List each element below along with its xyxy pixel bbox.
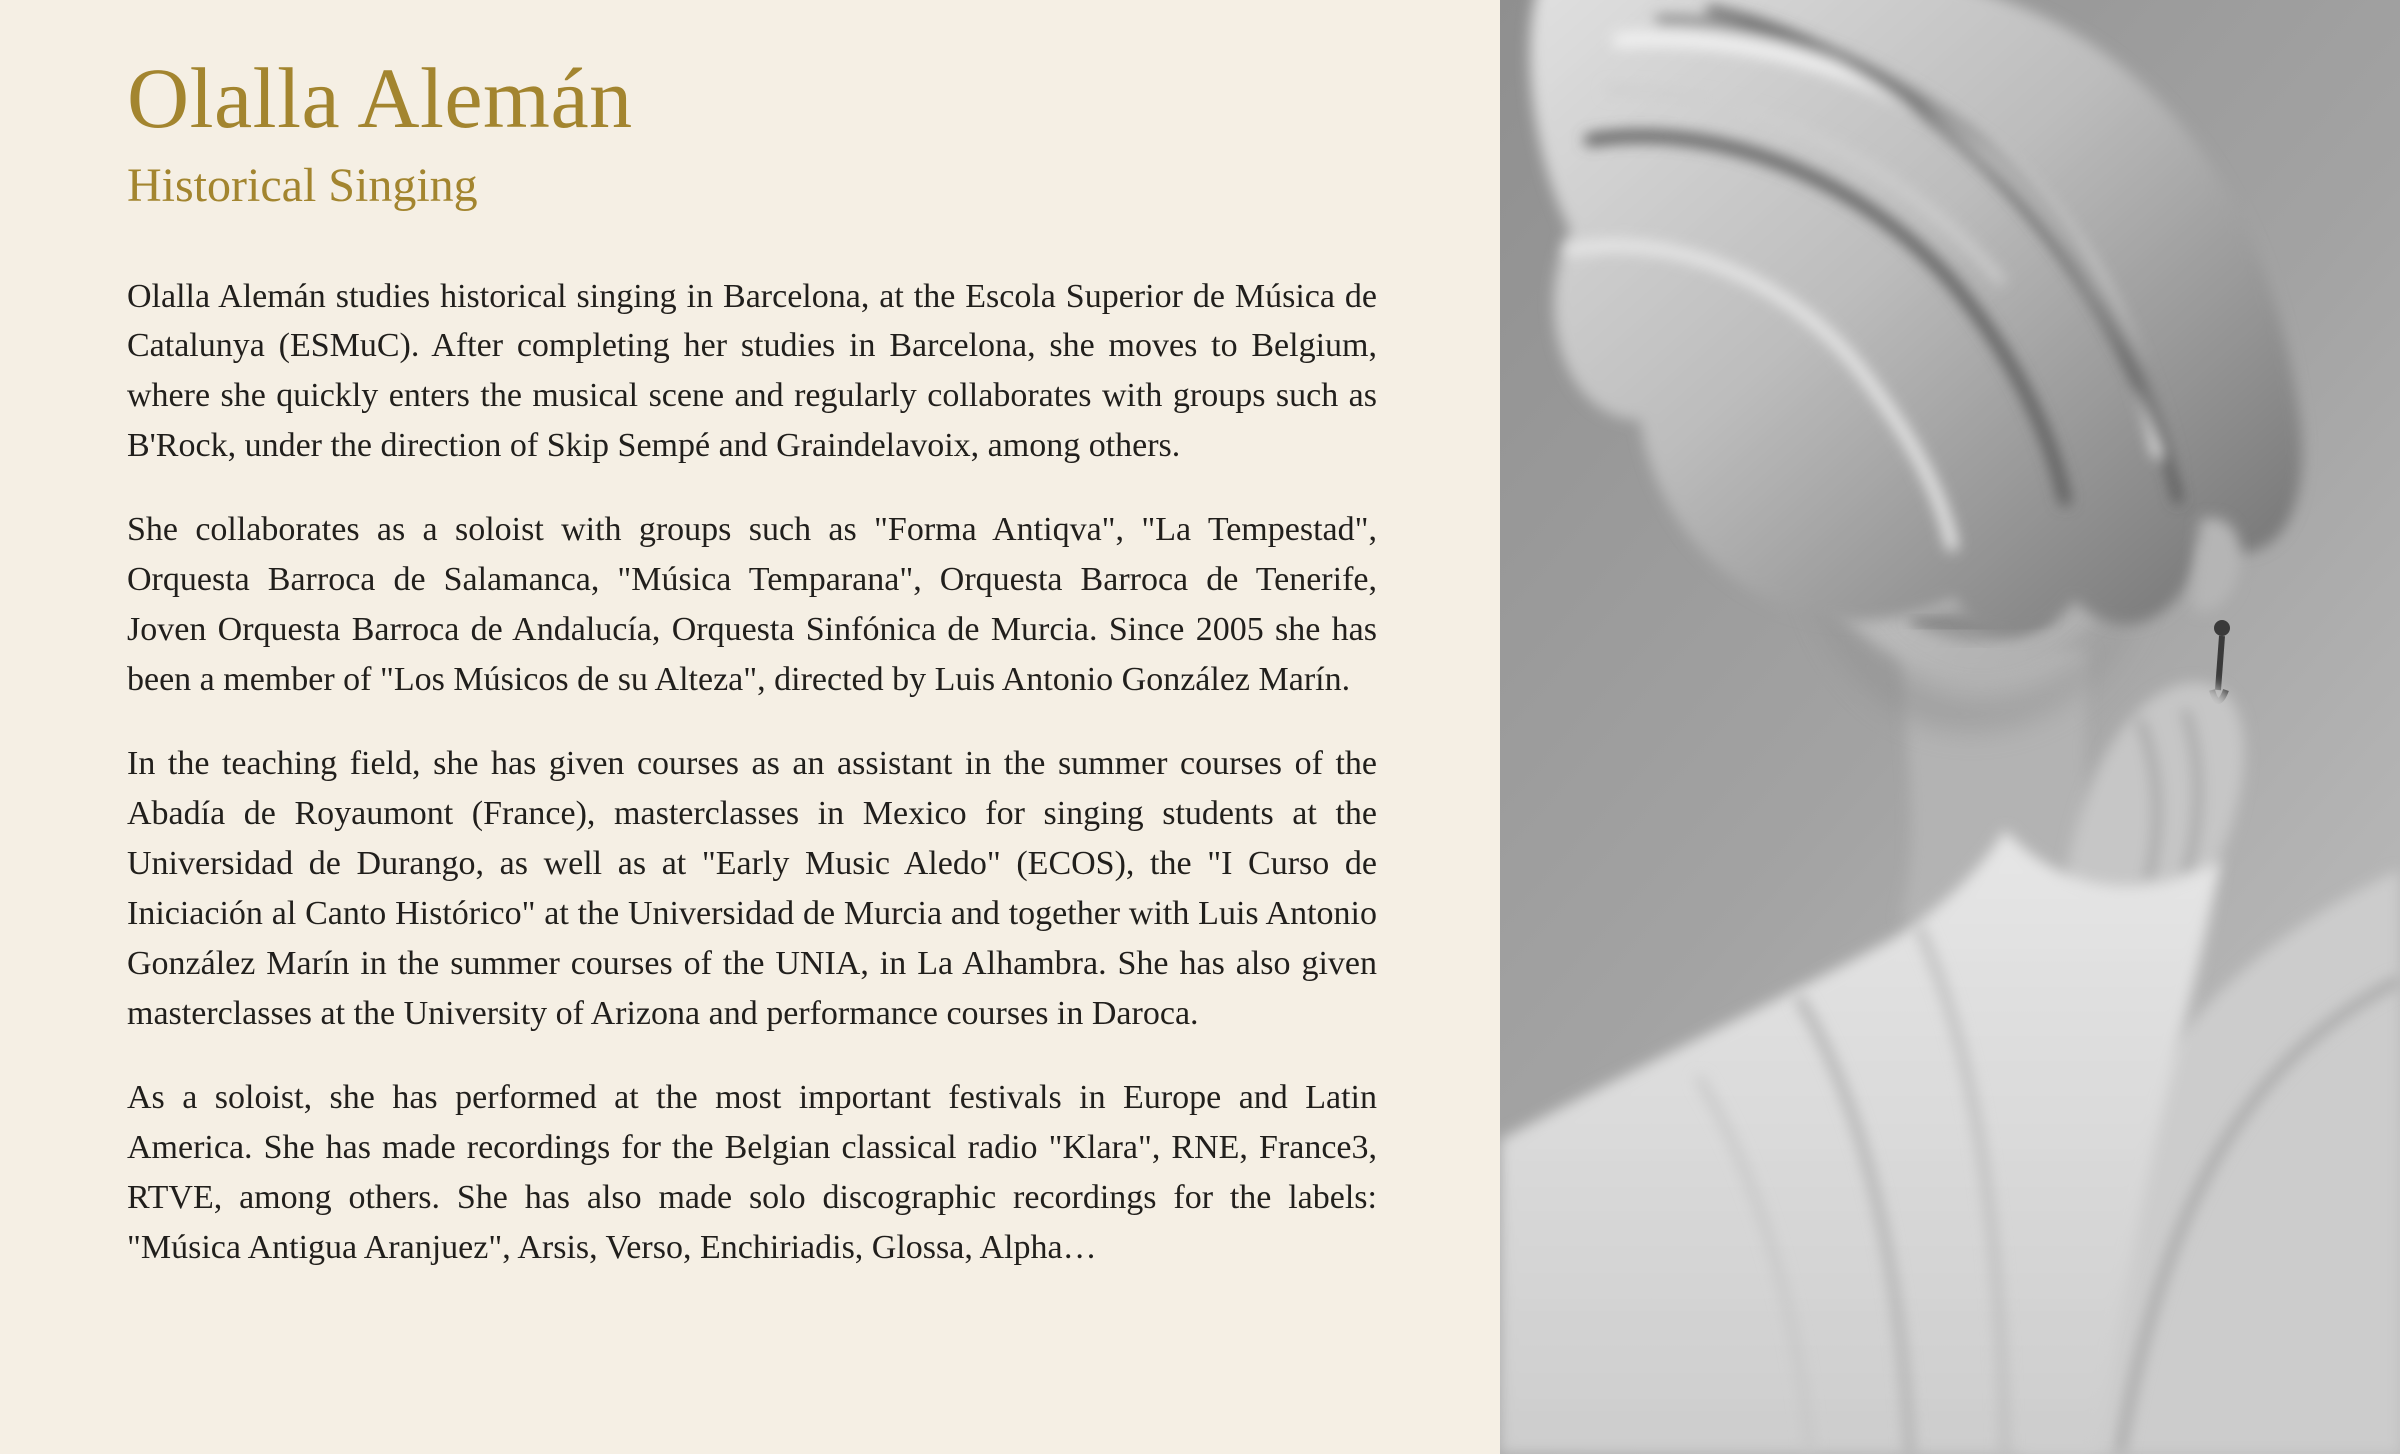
portrait-photo	[1500, 0, 2400, 1454]
bio-paragraph-2: She collaborates as a soloist with groups such as "Forma Antiqva", "La Tempestad", Orquesta Barroca de Salamanca, "Música Temparana", Orquesta Barroca de Tenerife, Joven Orquesta Barroca de Andalucía, Orquesta Sinfónica de Murcia. Since 2005 she has been a member of "Los Músicos de su Alteza", directed by Luis Antonio González Marín.	[127, 511, 1377, 699]
discipline-subheading: Historical Singing	[127, 159, 478, 213]
portrait-illustration	[1500, 0, 2400, 1454]
bio-paragraph-1: Olalla Alemán studies historical singing in Barcelona, at the Escola Superior de Música de Catalunya (ESMuC). After completing her studies in Barcelona, she moves to Belgium, where she quickly enters the musical scene and regularly collaborates with groups such as B'Rock, under the direction of Skip Sempé and Graindelavoix, among others.	[127, 277, 1377, 465]
artist-name-heading: Olalla Alemán	[127, 50, 633, 146]
bio-paragraph-3: In the teaching field, she has given courses as an assistant in the summer courses of the Abadía de Royaumont (France), masterclasses in Mexico for singing students at the Universidad de Durango, as well as at "Early Music Aledo" (ECOS), the "I Curso de Iniciación al Canto Histórico" at the Universidad de Murcia and together with Luis Antonio González Marín in the summer courses of the UNIA, in La Alhambra. She has also given masterclasses at the University of Arizona and performance courses in Daroca.	[127, 745, 1377, 1033]
bio-paragraph-4: As a soloist, she has performed at the most important festivals in Europe and Latin America. She has made recordings for the Belgian classical radio "Klara", RNE, France3, RTVE, among others. She has also made solo discographic recordings for the labels: "Música Antigua Aranjuez", Arsis, Verso, Enchiriadis, Glossa, Alpha…	[127, 1079, 1377, 1266]
bio-text-block	[127, 272, 1377, 1273]
